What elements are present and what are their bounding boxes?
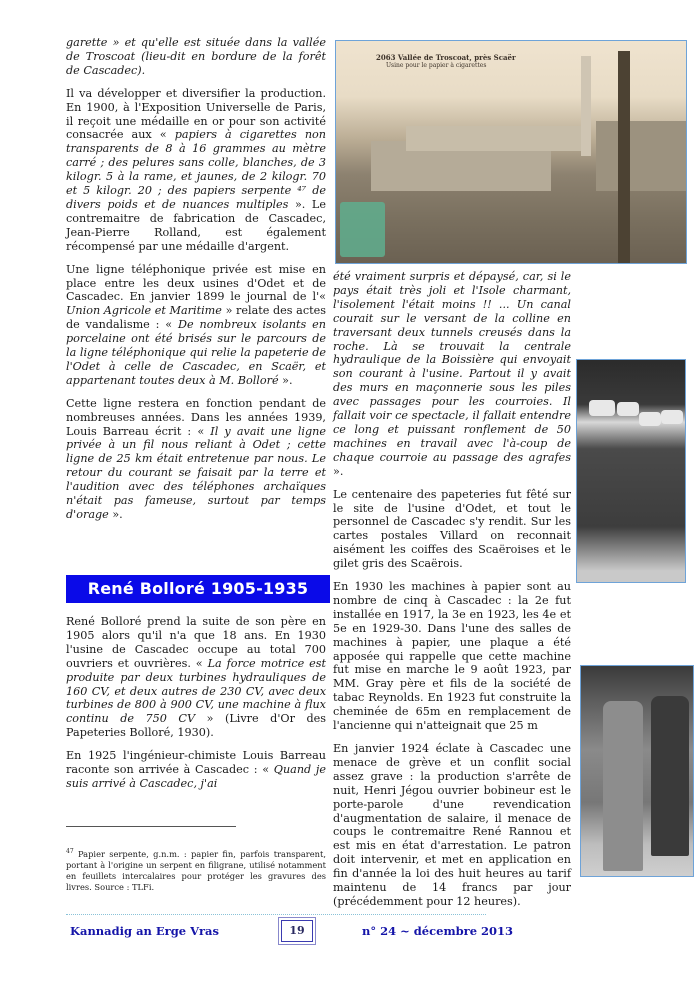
man-figure <box>603 701 643 871</box>
coiffe <box>589 400 615 416</box>
quote-text: Quand je suis arrivé à Cascadec, j'ai <box>66 763 326 790</box>
photo-scaer-women-coiffes <box>576 359 686 583</box>
postcard-title: Vallée de Troscoat, près Scaër <box>397 53 516 62</box>
paragraph-text: Cette ligne restera en fonction pendant de nombreuses années. Dans les années 1939, Louis Barreau écrit : « <box>66 396 326 438</box>
factory-building-right <box>596 121 686 191</box>
paragraph <box>66 87 326 254</box>
quote-text: De nombreux isolants en porcelaine ont été brisés sur le parcours de la ligne téléphonique qui relie la papeterie de l'Odet à celle de Cascadec, en Scaër, et appartenant toutes deux à M. Bolloré <box>66 318 326 387</box>
quote-text: Il y avait une ligne privée à un fil nous reliant à Odet ; cette ligne de 25 km était entretenue par nous. Le retour du courant se faisait par la terre et l'audition avec des téléphones archaïques n'était pas fameuse, surtout par temps d'orage <box>66 424 326 521</box>
factory-roof <box>406 126 586 151</box>
quote-text: papiers à cigarettes non transparents de 8 à 16 grammes au mètre carré ; des pelures sans colle, blanches, de 3 kilogr. 5 à la rame, et jaunes, de 2 kilogr. 70 et 5 kilogr. 20 ; des papiers serpente ⁴⁷ de divers poids et de nuances multiples <box>66 128 326 211</box>
footnote-text: Papier serpente, g.n.m. : papier fin, parfois transparent, portant à l'origine un serpent en filigrane, utilisé notamment en feuillets intercalaires pour protéger les gravures des livres. Source : TLFi. <box>66 848 326 892</box>
coiffe <box>639 412 661 426</box>
paragraph <box>66 397 326 522</box>
issue-date: n° 24 ~ décembre 2013 <box>362 924 514 938</box>
paragraph-text: Il va développer et diversifier la production. En 1900, à l'Exposition Universelle de Paris, il reçoit une médaille en or pour son activité consacrée aux « <box>66 86 326 142</box>
footer-divider <box>66 914 486 915</box>
paragraph-text: En 1925 l'ingénieur-chimiste Louis Barreau raconte son arrivée à Cascadec : « <box>66 749 326 777</box>
footnote <box>66 846 326 893</box>
paragraph <box>66 36 326 78</box>
paragraph-text: Le centenaire des papeteries fut fêté sur le site de l'usine d'Odet, et tout le personnel de Cascadec s'y rendit. Sur les cartes postales Villard on reconnait aisément les coiffes des Scaëroises et le gilet gris des Scaërois. <box>333 487 571 571</box>
left-column-continued <box>66 615 326 800</box>
section-heading: René Bolloré 1905-1935 <box>66 575 330 603</box>
paragraph <box>333 742 571 909</box>
page-number: 19 <box>281 920 313 942</box>
paragraph-text: ». <box>333 464 344 478</box>
journal-name: Union Agricole et Maritime <box>66 304 222 318</box>
paragraph-text: En janvier 1924 éclate à Cascadec une menace de grève et un conflit social assez grave : la production s'arrête de nuit, Henri Jégou ouvrier bobineur est le porte-parole d'une revendication d'augmentation de salaire, il menace de coups le contremaitre René Rannou et est mis en état d'arrestation. Le patron doit intervenir, et met en application en fin d'année la loi des huit heures au tarif maintenu de 14 francs par jour (précédemment pour 12 heures). <box>333 742 571 908</box>
paragraph <box>66 263 326 388</box>
middle-column <box>333 270 571 918</box>
publication-name: Kannadig an Erge Vras <box>70 924 219 938</box>
paragraph-text: En 1930 les machines à papier sont au nombre de cinq à Cascadec : la 2e fut installée en 1917, la 3e en 1923, les 4e et 5e en 1929-30. Dans l'une des salles de machines à papier, une plaque a été apposée qui rappelle que cette machine fut mise en marche le 9 août 1923, par MM. Gray père et fils de la société de tabac Reynolds. En 1923 fut construite la cheminée de 65m en remplacement de l'ancienne qui n'atteignait que 25 m <box>333 580 571 733</box>
postage-stamp <box>340 202 385 257</box>
paragraph <box>66 615 326 740</box>
paragraph-text: ». Le contremaitre de fabrication de Cascadec, Jean-Pierre Rolland, est également récompensé par une médaille d'argent. <box>66 197 326 253</box>
paragraph-text: » relate des actes de vandalisme : « <box>66 304 326 332</box>
footnote-divider <box>66 826 236 827</box>
footnote-number: 47 <box>66 848 74 855</box>
paragraph-text: » (Livre d'Or des Papeteries Bolloré, 1930). <box>66 712 326 740</box>
paragraph <box>66 749 326 791</box>
paragraph <box>333 580 571 733</box>
paragraph-text: ». <box>278 373 293 387</box>
tree <box>618 51 630 263</box>
paragraph <box>333 270 571 479</box>
coiffe <box>661 410 683 424</box>
paragraph <box>333 488 571 571</box>
quote-text: été vraiment surpris et dépaysé, car, si le pays était très joli et l'Isole charmant, l'isolement l'était moins !! ... Un canal courait sur le versant de la colline en traversant deux tunnels creusés dans la roche. Là se trouvait la centrale hydraulique de la Boissière qui envoyait son courant à l'usine. Partout il y avait des murs en maçonnerie sous les piles avec passages pour les courroies. Il fallait voir ce spectacle, il fallait entendre ce long et puissant ronflement de 50 machines en travail avec l'à-coup de chaque courroie au passage des agrafes <box>333 270 571 464</box>
paragraph-text: René Bolloré prend la suite de son père en 1905 alors qu'il n'a que 18 ans. En 1930 l'usine de Cascadec occupe au total 700 ouvriers et ouvrières. « <box>66 615 326 670</box>
photo-scaer-men-gilet <box>580 665 694 877</box>
paragraph-text: garette » et qu'elle est située dans la vallée de Troscoat (lieu-dit en bordure de la forêt de Cascadec). <box>66 36 326 77</box>
paragraph-text: ». <box>108 508 123 521</box>
postcard-subtitle: Usine pour le papier à cigarettes <box>386 62 487 69</box>
man-figure <box>651 696 689 856</box>
coiffe <box>617 402 639 416</box>
postcard-caption <box>376 53 516 69</box>
postcard-number: 2063 <box>376 53 396 62</box>
quote-text: La force motrice est produite par deux turbines hydrauliques de 160 CV, et deux autres de 230 CV, avec deux turbines de 800 à 900 CV, une machine à flux continu de 750 CV <box>66 656 326 726</box>
left-column <box>66 36 326 531</box>
paragraph-text: Une ligne téléphonique privée est mise en place entre les deux usines d'Odet et de Cascadec. En janvier 1899 le journal de l'« <box>66 262 326 304</box>
chimney <box>581 56 591 156</box>
postcard-photo-troscoat <box>335 40 687 264</box>
